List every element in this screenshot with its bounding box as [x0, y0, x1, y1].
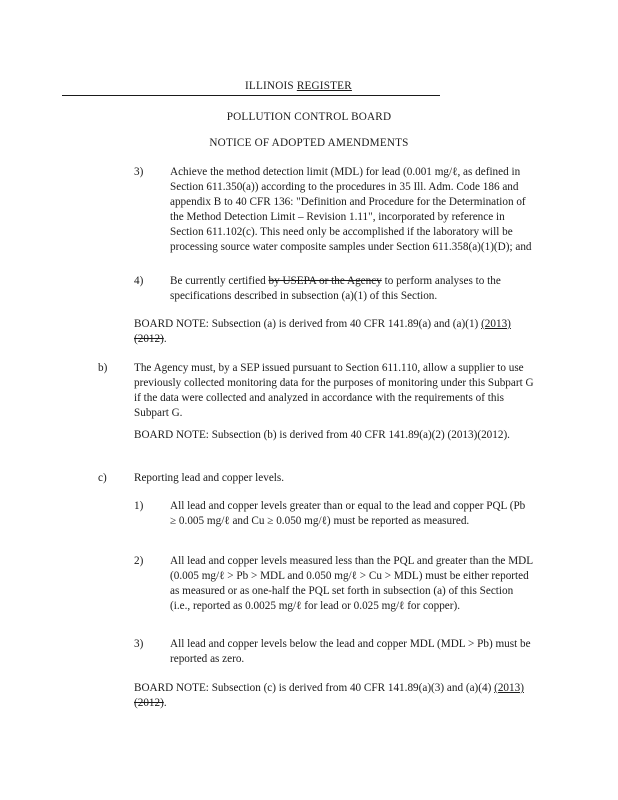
register-title: [245, 79, 352, 94]
item-c2-number: 2): [134, 555, 144, 567]
register-prefix: ILLINOIS: [245, 80, 294, 92]
board-note-a-struck: (2012): [134, 333, 164, 345]
board-name: POLLUTION CONTROL BOARD: [226, 111, 392, 123]
item-c-number: c): [98, 472, 107, 484]
item-c2-text: All lead and copper levels measured less than the PQL and greater than the MDL (0.005 mg/ℓ > Pb > MDL and 0.050 mg/ℓ > Cu > MDL) must be either reported as measured or as one-half the PQL set forth in subsection (a) of this Section (i.e., reported as 0.0025 mg/ℓ for lead or 0.025 mg/ℓ for copper).: [170, 555, 533, 612]
item-a3-text: Achieve the method detection limit (MDL) for lead (0.001 mg/ℓ, as defined in Section 611.350(a)) according to the procedures in 35 Ill. Adm. Code 186 and appendix B to 40 CFR 136: "Definition and Procedure for the Determination of the Method Detection Limit – Revision 1.11", incorporated by reference in Section 611.102(c). This need only be accomplished if the laboratory will be processing source water composite samples under Section 611.358(a)(1)(D); and: [170, 166, 532, 253]
item-c1-text: All lead and copper levels greater than or equal to the lead and copper PQL (Pb ≥ 0.005 mg/ℓ and Cu ≥ 0.050 mg/ℓ) must be reported as measured.: [170, 500, 526, 527]
board-note-b: BOARD NOTE: Subsection (b) is derived from 40 CFR 141.89(a)(2) (2013)(2012).: [134, 429, 510, 441]
item-b-number: b): [98, 362, 108, 374]
board-note-a-end: .: [163, 333, 167, 345]
notice-title: NOTICE OF ADOPTED AMENDMENTS: [209, 137, 409, 149]
item-c3-number: 3): [134, 638, 144, 650]
item-c1-number: 1): [134, 500, 144, 512]
register-word: REGISTER: [296, 80, 352, 92]
item-a3-number: 3): [134, 166, 144, 178]
board-note-a-underlined: (2013): [481, 318, 511, 330]
item-a4-text: [170, 274, 538, 304]
board-note-a-text: BOARD NOTE: Subsection (a) is derived from 40 CFR 141.89(a) and (a)(1): [134, 318, 482, 330]
item-a4-text-after: to perform analyses to the specifications described in subsection (a)(1) of this Section.: [170, 275, 501, 302]
item-b-text: The Agency must, by a SEP issued pursuant to Section 611.110, allow a supplier to use previously collected monitoring data for the purposes of monitoring under this Subpart G if the data were collected and analyzed in accordance with the requirements of this Subpart G.: [134, 362, 534, 419]
item-c-text: Reporting lead and copper levels.: [134, 472, 285, 484]
board-note-a: [134, 317, 534, 347]
item-a4-number: 4): [134, 275, 144, 287]
board-note-c-text: BOARD NOTE: Subsection (c) is derived from 40 CFR 141.89(a)(3) and (a)(4): [134, 682, 495, 694]
board-note-c-end: .: [163, 697, 167, 709]
item-c3-text: All lead and copper levels below the lead and copper MDL (MDL > Pb) must be reported as zero.: [170, 638, 531, 665]
item-a4-text-before: Be currently certified: [170, 275, 269, 287]
board-note-c-struck: (2012): [134, 697, 164, 709]
item-a4-struck: by USEPA or the Agency: [268, 275, 382, 287]
board-note-c-underlined: (2013): [494, 682, 524, 694]
board-note-c: [134, 681, 534, 711]
